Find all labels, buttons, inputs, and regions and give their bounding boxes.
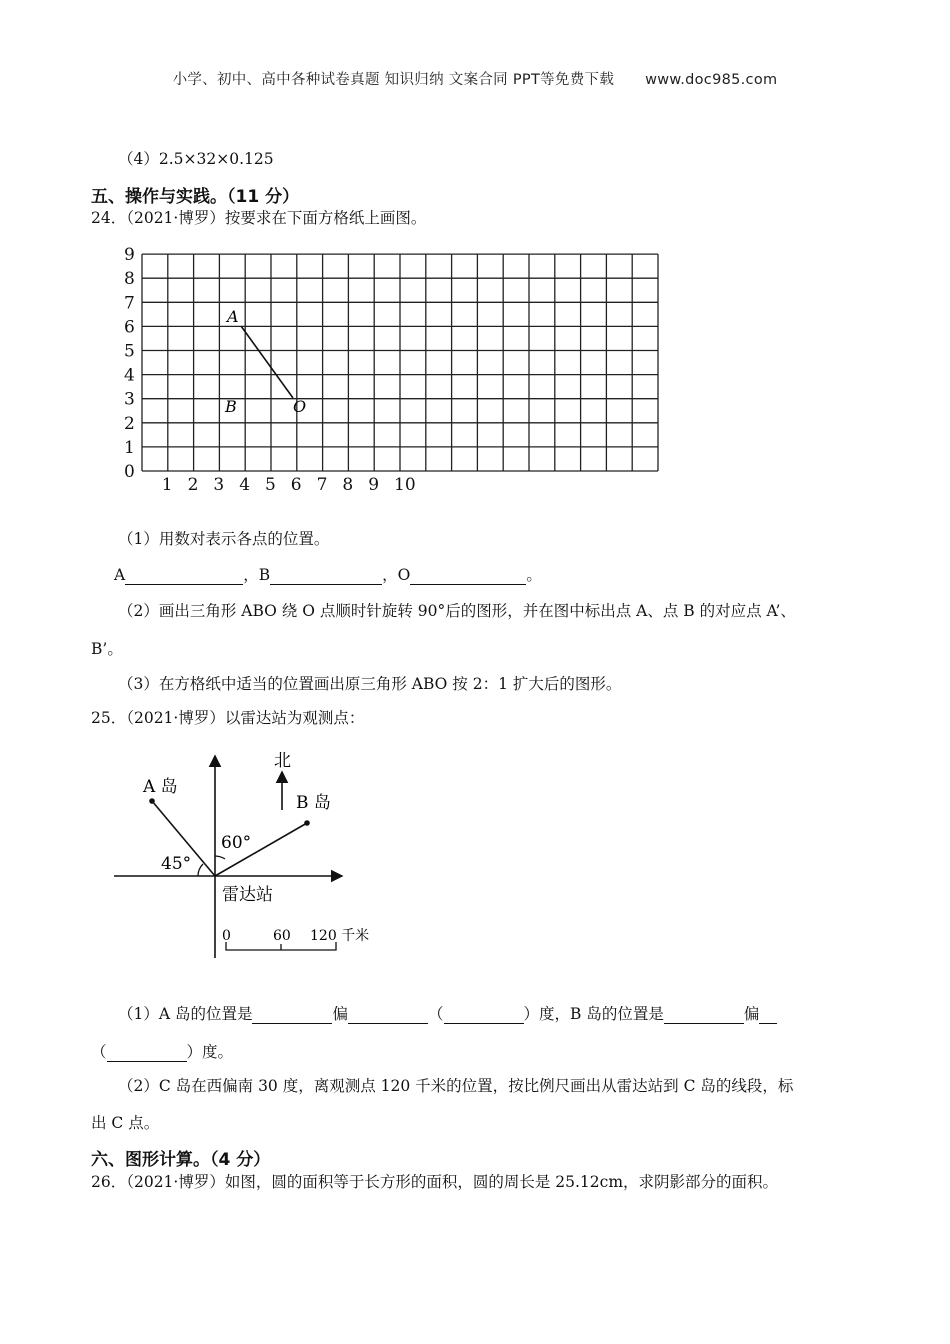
q25-sub1-close: ）度。 [186,1043,234,1061]
blank-b-dir2[interactable] [759,1007,777,1024]
label-o: ，O [382,566,411,584]
island-a-label: A 岛 [143,777,178,797]
q24-stem: 24．（2021·博罗）按要求在下面方格纸上画图。 [91,209,427,227]
q24-sub1-answer-line [114,563,542,585]
blank-a-dir2[interactable] [348,1007,428,1024]
blank-b[interactable] [270,568,382,585]
y-tick-label: 1 [124,437,135,458]
angle-a-label: 45° [161,854,192,874]
q25-sub1-line2 [91,1040,233,1062]
blank-o[interactable] [410,568,526,585]
q26-stem: 26．（2021·博罗）如图，圆的面积等于长方形的面积，圆的周长是 25.12cm，求阴影部分的面积。 [91,1173,779,1191]
q23-item4: （4）2.5×32×0.125 [118,150,274,168]
q24-sub2-line1: （2）画出三角形 ABO 绕 O 点顺时针旋转 90°后的图形，并在图中标出点 A、点 B 的对应点 A’、 [118,602,796,620]
blank-b-dir1[interactable] [664,1007,744,1024]
q25-sub2-line1: （2）C 岛在西偏南 30 度，离观测点 120 千米的位置，按比例尺画出从雷达站到 C 岛的线段，标 [118,1077,794,1095]
y-tick-label: 3 [124,389,135,410]
radar-diagram [110,740,390,965]
x-tick-label: 4 [239,475,251,495]
q25-sub2-line2: 出 C 点。 [91,1114,160,1132]
y-tick-label: 2 [124,413,135,434]
angle-arc-a [198,864,203,876]
y-tick-label: 9 [124,245,135,266]
x-tick-label: 3 [213,475,225,495]
q25-sub1-part4: ）度，B 岛的位置是 [523,1005,664,1023]
header-text: 小学、初中、高中各种试卷真题 知识归纳 文案合同 PPT等免费下载 [172,72,615,88]
q24-sub1: （1）用数对表示各点的位置。 [118,530,330,548]
x-tick-label: 6 [290,475,302,495]
point-b-island [304,820,310,826]
y-tick-label: 5 [124,341,135,362]
segment-ao [241,326,293,398]
scale-120: 120 千米 [310,928,370,944]
y-tick-label: 7 [124,293,135,314]
angle-arc-b [215,856,225,859]
q24-sub2-line2: B’。 [91,640,123,658]
x-tick-label: 1 [161,475,173,495]
q25-sub1-part5: 偏 [743,1005,760,1023]
grid-lines [142,254,658,471]
header-url[interactable]: www.doc985.com [645,72,778,88]
y-tick-label: 8 [124,269,135,290]
point-o-label: O [293,397,307,416]
y-tick-label: 6 [124,317,135,338]
north-label: 北 [274,751,291,771]
scale-60: 60 [273,928,291,944]
island-b-label: B 岛 [296,793,331,813]
label-a: A [114,566,126,584]
q25-sub1-part3: （ [428,1005,444,1023]
x-tick-label: 5 [265,475,276,495]
blank-a[interactable] [125,568,243,585]
point-a-label: A [227,307,239,326]
blank-a-dir1[interactable] [252,1007,332,1024]
blank-a-degree[interactable] [444,1007,524,1024]
x-tick-label: 9 [368,475,380,495]
label-b: ，B [243,566,271,584]
q24-sub3: （3）在方格纸中适当的位置画出原三角形 ABO 按 2：1 扩大后的图形。 [118,675,622,693]
angle-b-label: 60° [221,833,252,853]
q25-stem: 25．（2021·博罗）以雷达站为观测点： [91,709,365,727]
section-5-title: 五、操作与实践。（11 分） [91,187,300,207]
y-tick-label: 0 [124,462,135,482]
q25-sub1-part1: （1）A 岛的位置是 [118,1005,253,1023]
station-label: 雷达站 [222,885,273,905]
grid-figure [110,238,670,498]
page-header [0,68,950,89]
x-tick-label: 2 [187,475,199,495]
q25-sub1-part2: 偏 [332,1005,348,1023]
scale-0: 0 [222,928,231,944]
q25-sub1-line1 [118,1002,777,1024]
section-6-title: 六、图形计算。（4 分） [91,1150,271,1170]
blank-b-degree[interactable] [107,1045,187,1062]
point-b-label: B [225,397,237,416]
label-end: 。 [526,566,542,584]
x-tick-label: 8 [342,475,354,495]
x-tick-label: 10 [394,475,416,495]
q25-sub1-open: （ [91,1043,107,1061]
x-tick-label: 7 [316,475,328,495]
point-a-island [149,798,155,804]
y-tick-label: 4 [124,365,135,386]
